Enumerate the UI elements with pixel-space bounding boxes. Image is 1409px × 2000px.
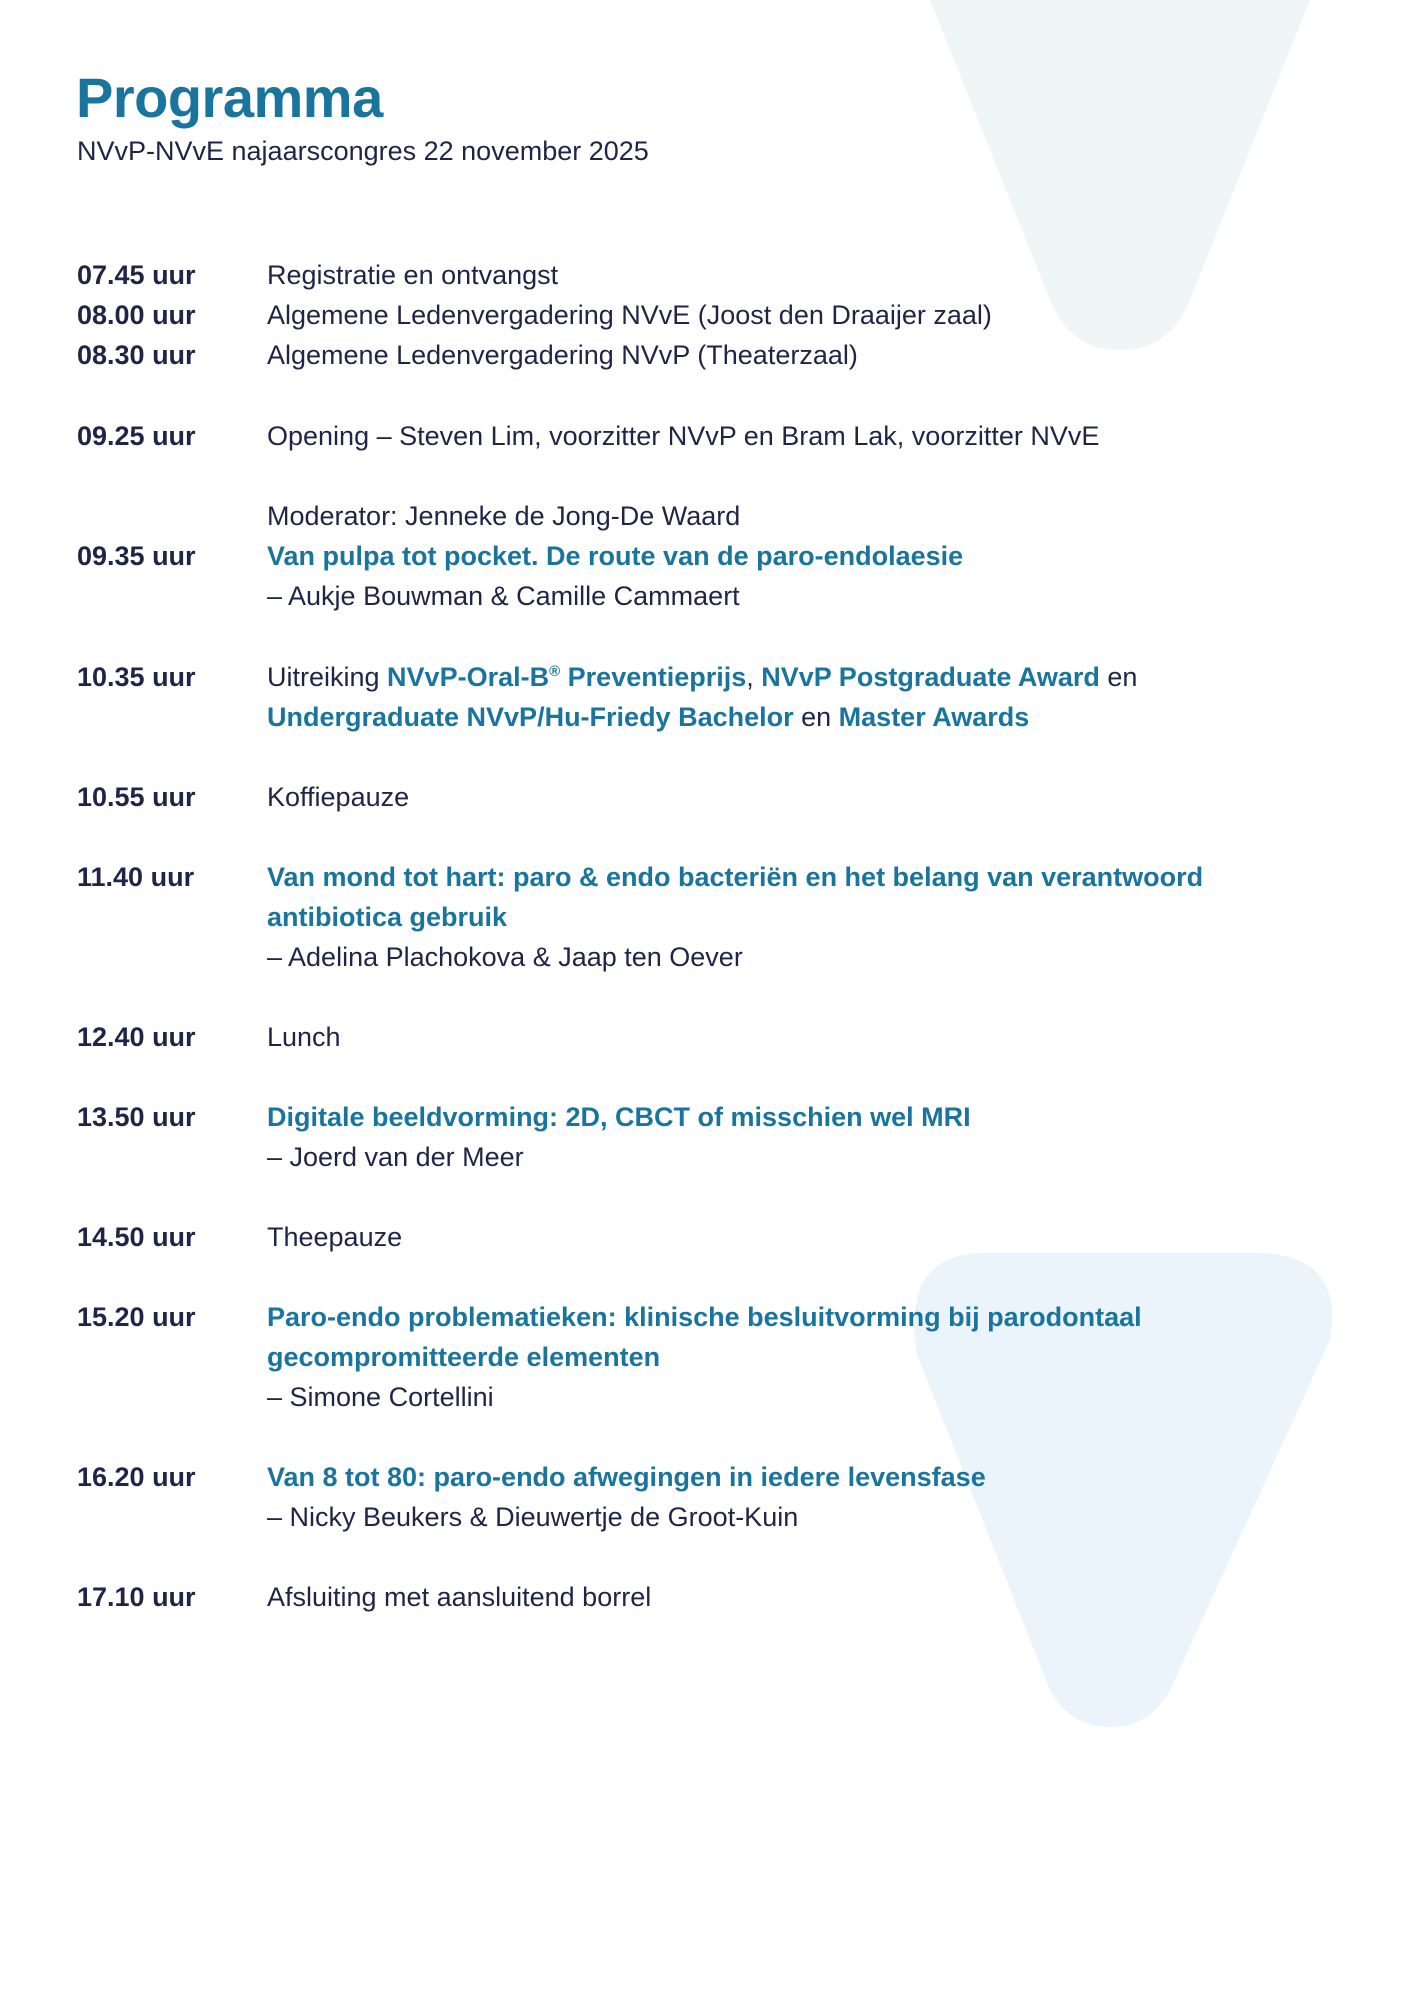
item-speakers: – Nicky Beukers & Dieuwertje de Groot-Kuin — [267, 1502, 799, 1532]
item-text: Uitreiking — [267, 662, 388, 692]
item-speakers: – Aukje Bouwman & Camille Cammaert — [267, 581, 740, 611]
item-time: 09.25 uur — [77, 421, 196, 451]
item-time: 11.40 uur — [77, 862, 195, 892]
award-preventieprijs — [387, 662, 746, 692]
item-time: 10.35 uur — [77, 662, 196, 692]
item-time: 10.55 uur — [77, 782, 196, 812]
item-moderator: Moderator: Jenneke de Jong-De Waard — [267, 501, 741, 531]
item-session-title: Van pulpa tot pocket. De route van de paro-endolaesie — [267, 541, 964, 571]
item-speakers: – Simone Cortellini — [267, 1382, 494, 1412]
item-text: Afsluiting met aansluitend borrel — [267, 1582, 652, 1612]
item-time: 08.30 uur — [77, 340, 196, 370]
award-undergraduate: Undergraduate NVvP/Hu-Friedy Bachelor — [267, 702, 794, 732]
item-text: Algemene Ledenvergadering NVvP (Theaterzaal) — [267, 340, 858, 370]
item-speakers: – Adelina Plachokova & Jaap ten Oever — [267, 942, 743, 972]
award-postgraduate: NVvP Postgraduate Award — [761, 662, 1100, 692]
awards-line-1 — [267, 657, 1327, 697]
item-session-title-cont: antibiotica gebruik — [267, 902, 508, 932]
item-session-title-cont: gecompromitteerde elementen — [267, 1342, 661, 1372]
item-speakers: – Joerd van der Meer — [267, 1142, 524, 1172]
item-time: 13.50 uur — [77, 1102, 196, 1132]
page-subtitle: NVvP-NVvE najaarscongres 22 november 2025 — [77, 136, 649, 166]
item-time: 12.40 uur — [77, 1022, 196, 1052]
item-time: 16.20 uur — [77, 1462, 196, 1492]
item-time: 08.00 uur — [77, 300, 196, 330]
item-time: 17.10 uur — [77, 1582, 196, 1612]
item-text: Lunch — [267, 1022, 341, 1052]
item-session-title: Van mond tot hart: paro & endo bacteriën en het belang van verantwoord — [267, 862, 1204, 892]
item-time: 14.50 uur — [77, 1222, 196, 1252]
award-name: NVvP-Oral-B — [387, 662, 550, 692]
item-session-title: Digitale beeldvorming: 2D, CBCT of misschien wel MRI — [267, 1102, 971, 1132]
item-text: en — [1099, 662, 1138, 692]
item-text: Theepauze — [267, 1222, 403, 1252]
page-title: Programma — [76, 66, 383, 129]
item-time: 15.20 uur — [77, 1302, 196, 1332]
item-text: Registratie en ontvangst — [267, 260, 559, 290]
item-time: 07.45 uur — [77, 260, 196, 290]
item-text: Koffiepauze — [267, 782, 410, 812]
item-session-title: Van 8 tot 80: paro-endo afwegingen in iedere levensfase — [267, 1462, 986, 1492]
award-master: Master Awards — [838, 702, 1030, 732]
award-name: Preventieprijs — [560, 662, 747, 692]
awards-line-2 — [267, 697, 1327, 737]
item-text: Algemene Ledenvergadering NVvE (Joost den Draaijer zaal) — [267, 300, 992, 330]
item-session-title: Paro-endo problematieken: klinische besluitvorming bij parodontaal — [267, 1302, 1142, 1332]
item-time: 09.35 uur — [77, 541, 196, 571]
registered-mark: ® — [549, 663, 561, 680]
item-text: en — [793, 702, 839, 732]
item-text: Opening – Steven Lim, voorzitter NVvP en Bram Lak, voorzitter NVvE — [267, 421, 1100, 451]
item-text: , — [746, 662, 762, 692]
